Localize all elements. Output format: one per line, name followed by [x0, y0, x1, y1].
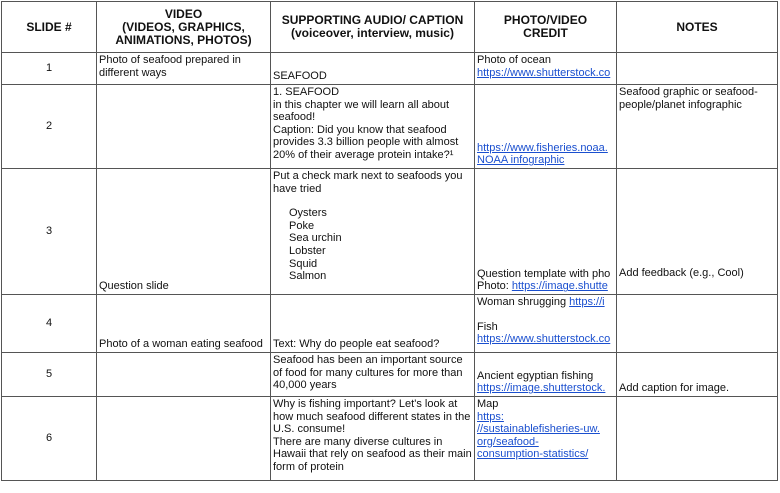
credit-cell: [475, 295, 617, 353]
credit-text: Ancient egyptian fishing: [477, 369, 594, 382]
audio-text: in this chapter we will learn all about seafood! Caption: Did you know that seafood provides 3.3 billion people with almost 20% of their average protein intake?¹: [273, 98, 459, 161]
option-item: Oysters: [289, 207, 327, 220]
table-row: [2, 353, 778, 397]
credit-link[interactable]: https://www.fisheries.noaa.: [477, 141, 608, 154]
header-slide: SLIDE #: [2, 2, 97, 53]
table-row: [2, 295, 778, 353]
table-row: [2, 169, 778, 295]
slide-number: 2: [2, 85, 97, 169]
notes-cell: [617, 295, 778, 353]
audio-text: Put a check mark next to seafoods you have tried: [273, 170, 463, 195]
header-video: VIDEO (VIDEOS, GRAPHICS, ANIMATIONS, PHOTOS): [97, 2, 271, 53]
credit-link-infographic[interactable]: NOAA infographic: [477, 154, 565, 167]
video-cell: Question slide: [97, 169, 271, 295]
credit-text: Fish: [477, 320, 498, 333]
credit-link[interactable]: https://www.shutterstock.co: [477, 66, 611, 79]
slide-number: 6: [2, 397, 97, 481]
credit-cell: [475, 85, 617, 169]
storyboard-table: [1, 1, 778, 481]
notes-cell: [617, 169, 778, 295]
credit-text: Photo of ocean: [477, 54, 552, 66]
credit-link[interactable]: https://image.shutte: [511, 280, 608, 293]
option-item: Poke: [289, 219, 315, 232]
option-item: Sea urchin: [289, 232, 342, 245]
notes-cell: [617, 53, 778, 85]
table-row: [2, 53, 778, 85]
credit-cell: [475, 353, 617, 397]
header-audio: SUPPORTING AUDIO/ CAPTION (voiceover, interview, music): [271, 2, 475, 53]
credit-text: Woman shrugging: [477, 296, 570, 308]
credit-cell: [475, 53, 617, 85]
credit-text: Question template with pho: [477, 267, 611, 280]
credit-cell: [475, 397, 617, 481]
video-cell: Photo of a woman eating seafood: [97, 295, 271, 353]
credit-link[interactable]: https: //sustainablefisheries-uw. org/seafood- consumption-statistics/: [477, 410, 600, 461]
notes-cell: Add caption for image.: [617, 353, 778, 397]
credit-prefix: Photo:: [477, 280, 512, 293]
video-cell: [97, 353, 271, 397]
credit-link[interactable]: https://i: [569, 296, 605, 308]
notes-text: Add feedback (e.g., Cool): [619, 267, 744, 280]
audio-title: 1. SEAFOOD: [273, 86, 340, 98]
header-notes: NOTES: [617, 2, 778, 53]
option-item: Salmon: [289, 270, 327, 283]
table-row: [2, 85, 778, 169]
table-row: [2, 397, 778, 481]
option-list: [273, 207, 472, 283]
header-row: [2, 2, 778, 53]
credit-link[interactable]: https://www.shutterstock.co: [477, 333, 611, 346]
audio-cell: Why is fishing important? Let's look at how much seafood different states in the U.S. consume! There are many diverse cultures in Hawaii that rely on seafood as their main form of protein: [271, 397, 475, 481]
video-cell: [97, 397, 271, 481]
credit-cell: [475, 169, 617, 295]
audio-cell: Seafood has been an important source of food for many cultures for more than 40,000 years: [271, 353, 475, 397]
slide-number: 1: [2, 53, 97, 85]
audio-cell: SEAFOOD: [271, 53, 475, 85]
video-cell: [97, 85, 271, 169]
audio-cell: Text: Why do people eat seafood?: [271, 295, 475, 353]
slide-number: 3: [2, 169, 97, 295]
credit-link[interactable]: https://image.shutterstock.: [477, 382, 606, 395]
header-credit: PHOTO/VIDEO CREDIT: [475, 2, 617, 53]
slide-number: 5: [2, 353, 97, 397]
audio-cell: [271, 169, 475, 295]
credit-text: Map: [477, 398, 499, 410]
option-item: Squid: [289, 257, 318, 270]
slide-number: 4: [2, 295, 97, 353]
notes-cell: [617, 397, 778, 481]
video-cell: Photo of seafood prepared in different ways: [97, 53, 271, 85]
notes-cell: Seafood graphic or seafood-people/planet infographic: [617, 85, 778, 169]
option-item: Lobster: [289, 244, 326, 257]
audio-cell: [271, 85, 475, 169]
